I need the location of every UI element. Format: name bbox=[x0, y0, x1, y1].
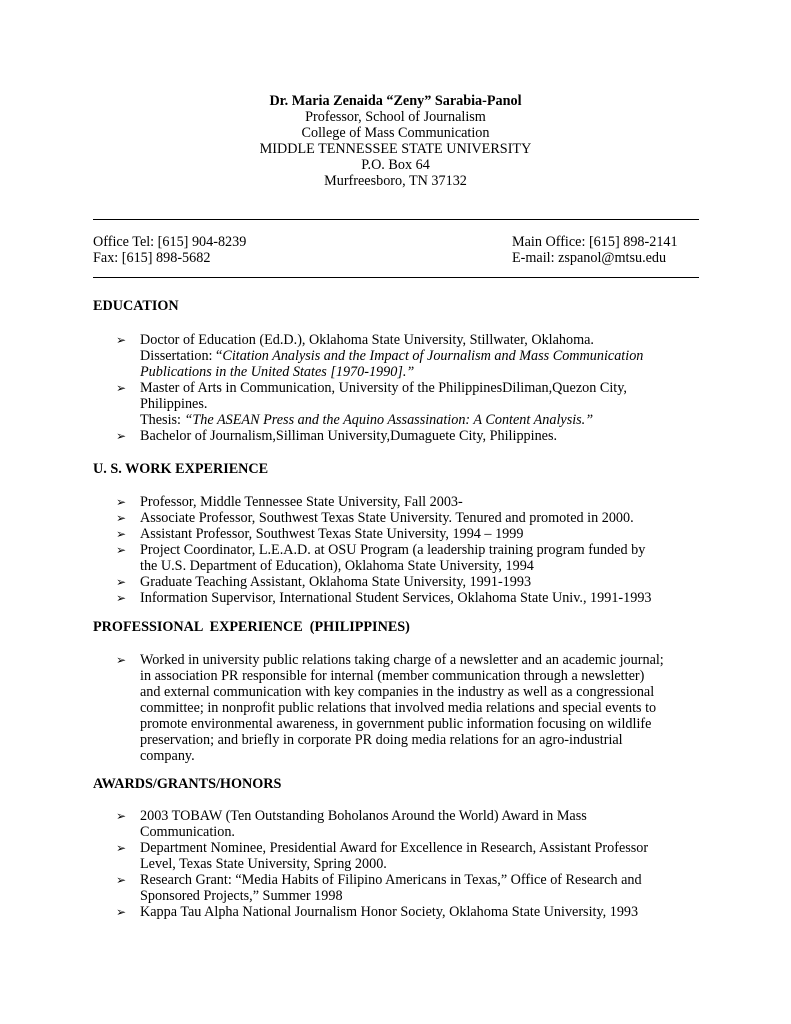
arrow-bullet-icon: ➢ bbox=[116, 905, 127, 919]
office-tel: Office Tel: [615] 904-8239 bbox=[93, 234, 247, 250]
education-list bbox=[0, 332, 791, 444]
prof-exp-list bbox=[0, 652, 791, 764]
awards-list bbox=[0, 808, 791, 920]
education-heading: EDUCATION bbox=[93, 298, 179, 314]
arrow-bullet-icon: ➢ bbox=[116, 591, 127, 605]
arrow-bullet-icon: ➢ bbox=[116, 429, 127, 443]
email: E-mail: zspanol@mtsu.edu bbox=[512, 250, 667, 266]
us-work-heading: U. S. WORK EXPERIENCE bbox=[93, 461, 269, 477]
list-item: ➢ Information Supervisor, International Student Services, Oklahoma State Univ., 1991-1993 bbox=[116, 590, 652, 606]
contact-right bbox=[512, 234, 678, 266]
arrow-bullet-icon: ➢ bbox=[116, 575, 127, 589]
list-item: ➢ Graduate Teaching Assistant, Oklahoma State University, 1991-1993 bbox=[116, 574, 532, 590]
college-name: College of Mass Communication bbox=[301, 125, 490, 141]
arrow-bullet-icon: ➢ bbox=[116, 841, 127, 855]
contact-left bbox=[93, 234, 246, 266]
author-title: Professor, School of Journalism bbox=[305, 109, 486, 125]
list-item: ➢ 2003 TOBAW (Ten Outstanding Boholanos Around the World) Award in Mass Communication. bbox=[116, 808, 587, 840]
list-item: ➢ Master of Arts in Communication, University of the PhilippinesDiliman,Quezon City, Philippines. Thesis: “The ASEAN Press and the Aquino Assassination: A Content Analysis.” bbox=[116, 380, 627, 428]
city-address: Murfreesboro, TN 37132 bbox=[324, 173, 467, 189]
author-name: Dr. Maria Zenaida “Zeny” Sarabia-Panol bbox=[269, 93, 522, 109]
list-item: ➢ Professor, Middle Tennessee State University, Fall 2003- bbox=[116, 494, 463, 510]
arrow-bullet-icon: ➢ bbox=[116, 873, 127, 887]
list-item: ➢ Assistant Professor, Southwest Texas State University, 1994 – 1999 bbox=[116, 526, 524, 542]
list-item: ➢ Associate Professor, Southwest Texas State University. Tenured and promoted in 2000. bbox=[116, 510, 634, 526]
list-item: ➢ Department Nominee, Presidential Award for Excellence in Research, Assistant Professor Level, Texas State University, Spring 2000. bbox=[116, 840, 649, 872]
university-name: MIDDLE TENNESSEE STATE UNIVERSITY bbox=[259, 141, 532, 157]
us-work-list bbox=[0, 494, 791, 606]
arrow-bullet-icon: ➢ bbox=[116, 653, 127, 667]
arrow-bullet-icon: ➢ bbox=[116, 333, 127, 347]
divider-top bbox=[93, 219, 699, 220]
main-office-tel: Main Office: [615] 898-2141 bbox=[512, 234, 678, 250]
arrow-bullet-icon: ➢ bbox=[116, 381, 127, 395]
arrow-bullet-icon: ➢ bbox=[116, 543, 127, 557]
arrow-bullet-icon: ➢ bbox=[116, 511, 127, 525]
list-item: ➢ Kappa Tau Alpha National Journalism Honor Society, Oklahoma State University, 1993 bbox=[116, 904, 639, 920]
arrow-bullet-icon: ➢ bbox=[116, 527, 127, 541]
po-box: P.O. Box 64 bbox=[361, 157, 430, 173]
awards-heading: AWARDS/GRANTS/HONORS bbox=[93, 776, 282, 792]
list-item: ➢ Bachelor of Journalism,Silliman University,Dumaguete City, Philippines. bbox=[116, 428, 558, 444]
divider-bottom bbox=[93, 277, 699, 278]
list-item: ➢ Project Coordinator, L.E.A.D. at OSU Program (a leadership training program funded by the U.S. Department of Education), Oklahoma State University, 1994 bbox=[116, 542, 646, 574]
list-item: ➢ Worked in university public relations taking charge of a newsletter and an academic journal; in association PR responsible for internal (member communication through a newsletter) and external communication with key companies in the industry as well as a congressional committee; in nonprofit public relations that involved media relations and special events to promote environmental awareness, in government public information focusing on wildlife preservation; and briefly in corporate PR doing media relations for an agro-industrial company. bbox=[116, 652, 664, 764]
list-item: ➢ Research Grant: “Media Habits of Filipino Americans in Texas,” Office of Research and Sponsored Projects,” Summer 1998 bbox=[116, 872, 642, 904]
arrow-bullet-icon: ➢ bbox=[116, 809, 127, 823]
arrow-bullet-icon: ➢ bbox=[116, 495, 127, 509]
list-item: ➢ Doctor of Education (Ed.D.), Oklahoma State University, Stillwater, Oklahoma. Dissertation: “Citation Analysis and the Impact of Journalism and Mass Communication Publications in the United States [1970-1990].” bbox=[116, 332, 644, 380]
letterhead bbox=[0, 93, 791, 189]
fax: Fax: [615] 898-5682 bbox=[93, 250, 211, 266]
prof-exp-heading: PROFESSIONAL EXPERIENCE (PHILIPPINES) bbox=[93, 619, 410, 635]
